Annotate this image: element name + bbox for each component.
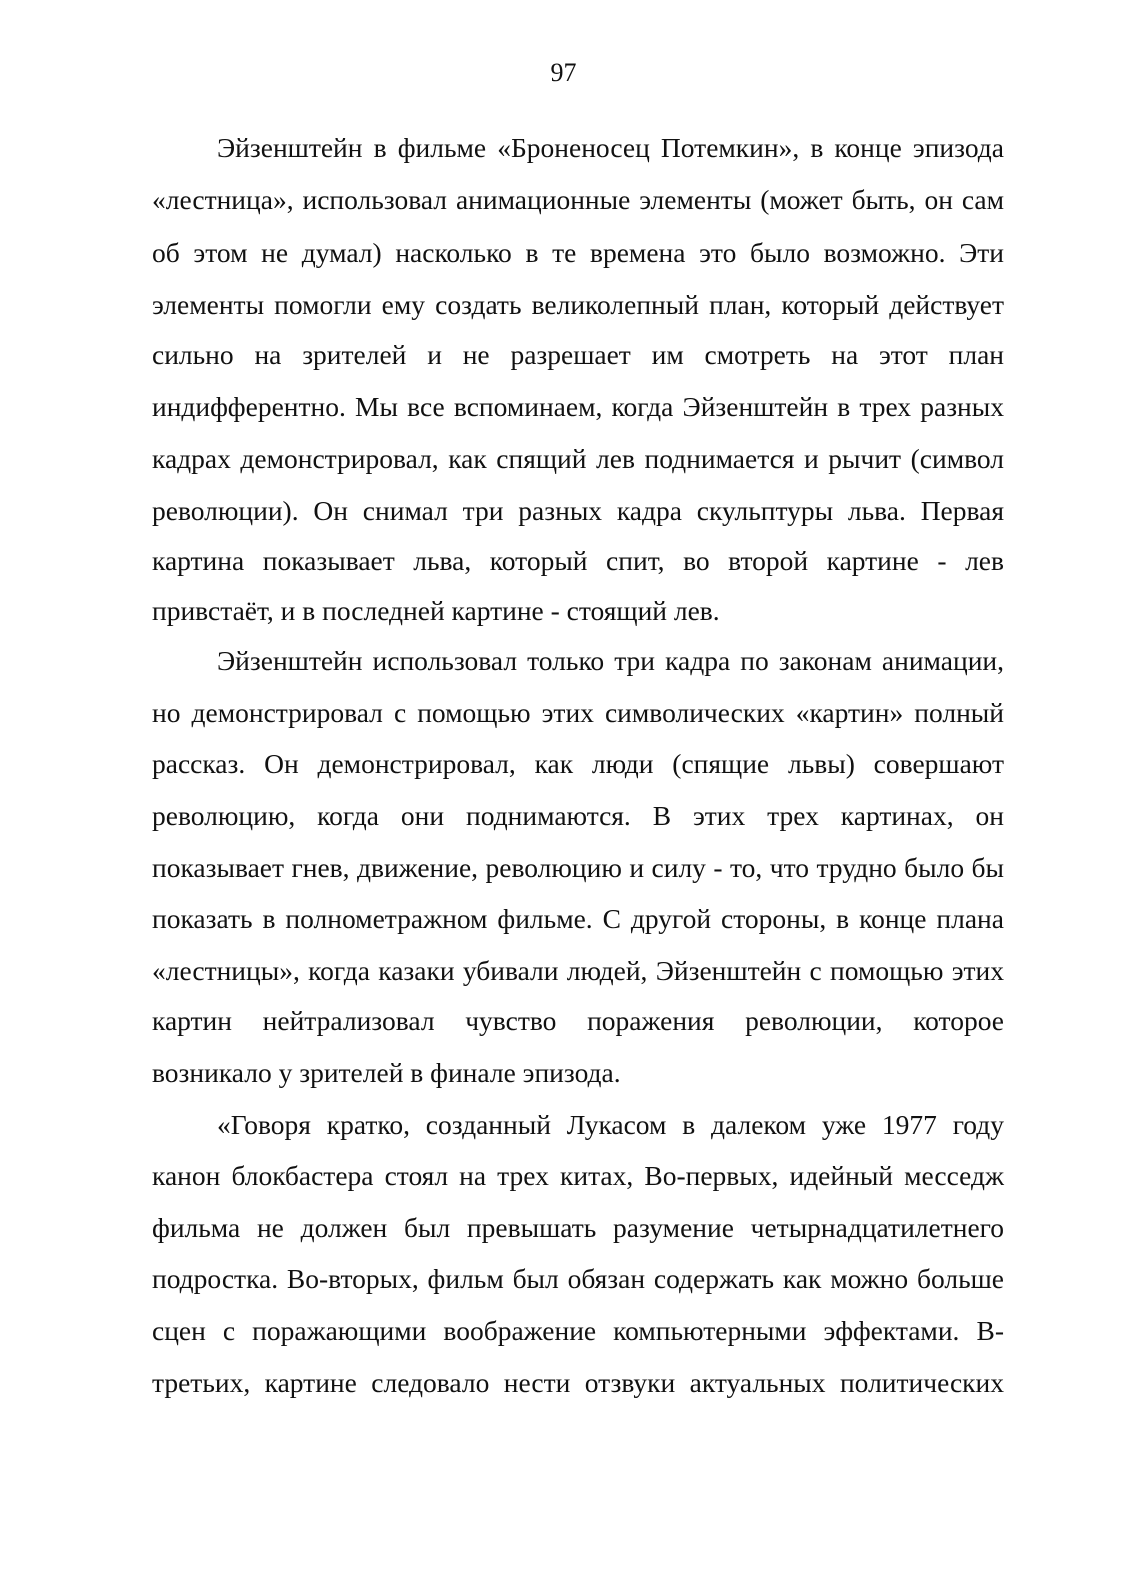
text-line: сильно на зрителей и не разрешает им смотреть на этот план [152,339,1004,370]
text-line: Эйзенштейн в фильме «Броненосец Потемкин», в конце эпизода [217,132,1004,163]
text-line: элементы помогли ему создать великолепный план, который действует [152,289,1004,320]
text-line: революции). Он снимал три разных кадра скульптуры льва. Первая [152,495,1004,526]
text-line: «Говоря кратко, созданный Лукасом в далеком уже 1977 году [217,1109,1004,1140]
text-line: Эйзенштейн использовал только три кадра по законам анимации, [217,645,1004,676]
text-line: «лестницы», когда казаки убивали людей, Эйзенштейн с помощью этих [152,955,1004,986]
text-line: об этом не думал) насколько в те времена это было возможно. Эти [152,237,1004,268]
text-line: показать в полнометражном фильме. С другой стороны, в конце плана [152,903,1004,934]
text-line: кадрах демонстрировал, как спящий лев поднимается и рычит (символ [152,443,1004,474]
text-line: рассказ. Он демонстрировал, как люди (спящие львы) совершают [152,748,1004,779]
text-line: картин нейтрализовал чувство поражения революции, которое [152,1005,1004,1036]
text-line: возникало у зрителей в финале эпизода. [152,1057,621,1088]
text-line: сцен с поражающими воображение компьютерными эффектами. В- [152,1315,1004,1346]
text-line: фильма не должен был превышать разумение четырнадцатилетнего [152,1212,1004,1243]
text-line: революцию, когда они поднимаются. В этих трех картинах, он [152,800,1004,831]
text-line: привстаёт, и в последней картине - стоящий лев. [152,595,720,626]
text-line: «лестница», использовал анимационные элементы (может быть, он сам [152,184,1004,215]
text-line: показывает гнев, движение, революцию и силу - то, что трудно было бы [152,852,1004,883]
text-line: подростка. Во-вторых, фильм был обязан содержать как можно больше [152,1263,1004,1294]
text-line: индифферентно. Мы все вспоминаем, когда Эйзенштейн в трех разных [152,391,1004,422]
text-line: канон блокбастера стоял на трех китах, Во-первых, идейный месседж [152,1160,1004,1191]
text-line: третьих, картине следовало нести отзвуки актуальных политических [152,1367,1004,1398]
text-line: картина показывает льва, который спит, во второй картине - лев [152,545,1004,576]
page-number: 97 [550,58,577,87]
text-line: но демонстрировал с помощью этих символических «картин» полный [152,697,1004,728]
